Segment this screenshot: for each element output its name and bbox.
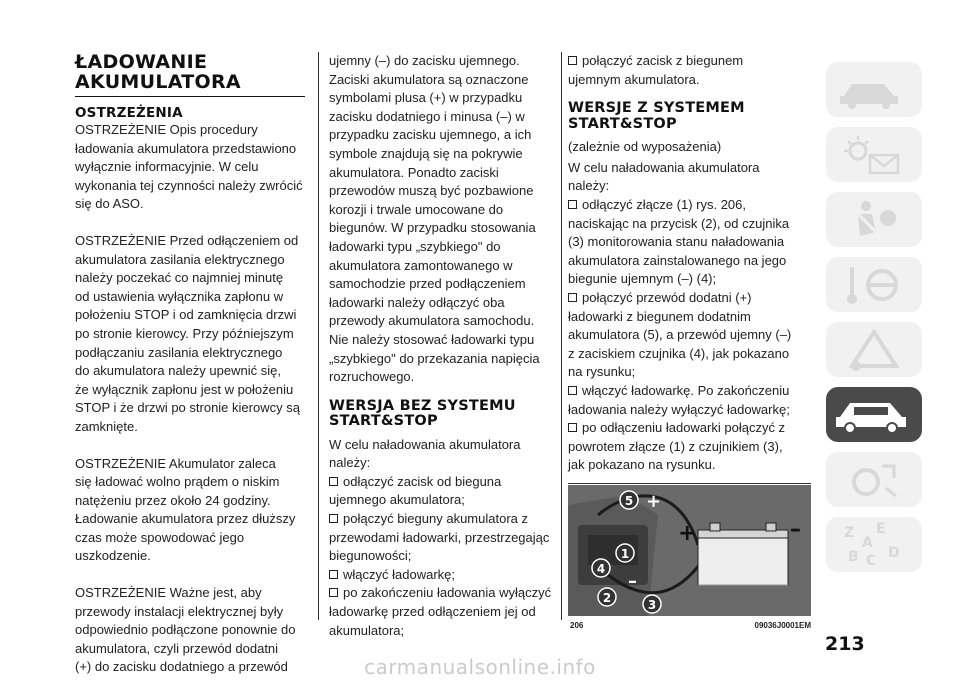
bullet-text: ładowarki z biegunem dodatnim	[568, 308, 751, 324]
column-2	[329, 52, 559, 640]
bullet-text: odłączyć zacisk od bieguna	[343, 473, 502, 489]
bullet-box-icon	[568, 386, 577, 395]
bullet-line	[329, 547, 559, 566]
column-1	[75, 52, 305, 677]
text-line: położeniu STOP i od zamknięcia drzwi	[75, 307, 297, 323]
bullet-line	[568, 215, 813, 234]
bullet-item	[568, 196, 813, 289]
text-line: ładowarki typu „szybkiego" do	[329, 238, 501, 254]
column-divider-2	[561, 52, 562, 620]
bullet-text: akumulatora;	[329, 622, 405, 638]
bullet-text: z zaciskiem czujnika (4), jak pokazano	[568, 345, 790, 361]
bullet-line	[329, 491, 559, 510]
svg-text:C: C	[866, 553, 877, 569]
svg-text:D: D	[888, 545, 900, 561]
warnings-heading: OSTRZEŻENIA	[75, 105, 183, 121]
bullet-line	[329, 584, 559, 603]
bullet-text: po zakończeniu ładowania wyłączyć	[343, 585, 552, 601]
bullet-box-icon	[568, 293, 577, 302]
column-3	[568, 52, 813, 630]
text-line: Zaciski akumulatora są oznaczone	[329, 71, 529, 87]
title-line-2: AKUMULATORA	[75, 71, 241, 93]
bullet-text: (3) monitorowania stanu naładowania	[568, 234, 785, 250]
bullet-line	[329, 622, 559, 641]
section-heading-no-startstop	[329, 399, 559, 430]
text-line: wykonania tej czynności należy zwrócić	[75, 177, 303, 193]
bullet-text: połączyć bieguny akumulatora z	[343, 511, 528, 527]
bullet-item	[568, 382, 813, 419]
text-line: „szybkiego" do przekazania napięcia	[329, 350, 540, 366]
tab-emergency[interactable]	[826, 322, 922, 377]
bullet-text: powrotem złącze (1) z czujnikiem (3),	[568, 438, 783, 454]
bullet-text: ujemnego akumulatora;	[329, 492, 465, 508]
svg-text:5: 5	[624, 493, 634, 508]
text-line: symbole znajdują się na pokrywie	[329, 145, 523, 161]
text-line: po stronie kierowcy. Przy późniejszym	[75, 325, 294, 341]
bullet-text: biegunie ujemnym (–) (4);	[568, 271, 717, 287]
column-divider-1	[318, 52, 319, 620]
car-service-icon	[826, 387, 922, 442]
text-line: wyłącznie informacyjnie. W celu	[75, 159, 259, 175]
bullet-text: akumulatora zainstalowanego na jego	[568, 252, 787, 268]
text-line: Nie należy stosować ładowarki typu	[329, 331, 535, 347]
bullet-line	[568, 252, 813, 271]
bullet-text: włączyć ładowarkę;	[343, 566, 455, 582]
warning-3	[75, 455, 305, 567]
minus-sign-label: –	[628, 570, 637, 592]
text-line: podłączaniu zasilania elektrycznego	[75, 344, 283, 360]
text-line: przewodów muszą być pozbawione	[329, 183, 534, 199]
bullet-line: ujemnym akumulatora.	[568, 71, 700, 87]
bullet-line	[568, 382, 813, 401]
bullet-box-icon	[568, 200, 577, 209]
bullet-line	[568, 270, 813, 289]
callout-1	[616, 544, 634, 562]
text-line: zamknięte.	[75, 418, 138, 434]
index-icon	[826, 517, 922, 572]
bullet-line	[568, 196, 813, 215]
bullet-text: włączyć ładowarkę. Po zakończeniu	[582, 382, 790, 398]
svg-text:E: E	[876, 521, 886, 537]
seatbelt-airbag-icon	[826, 192, 922, 247]
text-line: W celu naładowania akumulatora	[568, 159, 760, 175]
bullet-line	[568, 289, 813, 308]
bullet-box-icon	[329, 588, 338, 597]
bullet-line	[568, 438, 813, 457]
bullet-text: jak pokazano na rysunku.	[568, 457, 716, 473]
text-line: się do ASO.	[75, 196, 144, 212]
intro-text	[329, 436, 559, 473]
text-line: ładowania akumulatora przedstawiono	[75, 140, 297, 156]
text-line: OSTRZEŻENIE Opis procedury	[75, 122, 258, 137]
figure-code: 09036J0001EM	[754, 620, 811, 630]
title-line-1: ŁADOWANIE	[75, 51, 208, 73]
bullet-line	[568, 456, 813, 475]
text-line: STOP i że drzwi po stronie kierowcy są	[75, 400, 300, 416]
tab-maintenance[interactable]	[826, 387, 922, 442]
bullet-line	[568, 401, 813, 420]
callout-4	[592, 559, 610, 577]
figure-206	[568, 483, 811, 630]
svg-text:4: 4	[596, 561, 606, 576]
text-line: akumulatora. Ponadto zaciski	[329, 164, 499, 180]
bullet-line	[329, 529, 559, 548]
text-line: OSTRZEŻENIE Przed odłączeniem od	[75, 232, 299, 248]
bullet-text: ładowarkę przed odłączeniem jej od	[329, 604, 536, 620]
text-line: akumulatora, czyli przewód dodatni	[75, 640, 279, 656]
bullet-item	[329, 566, 559, 585]
text-line: ładowarki należy odłączyć oba	[329, 294, 505, 310]
svg-text:B: B	[848, 549, 859, 565]
bullet-box-icon	[329, 514, 338, 523]
text-line: należy poczekać co najmniej minutę	[75, 270, 284, 286]
bullet-box-icon	[568, 423, 577, 432]
text-line: się ładować wolno prądem o niskim	[75, 474, 280, 490]
text-line: czas może spowodować jego	[75, 529, 245, 545]
text-line: rozruchowego.	[329, 369, 415, 385]
bullet-line	[329, 603, 559, 622]
text-line: uszkodzenie.	[75, 548, 151, 564]
heading-line-1: WERSJA BEZ SYSTEMU	[329, 397, 516, 414]
text-line: przewody akumulatora samochodu.	[329, 313, 535, 329]
bullet-line	[568, 345, 813, 364]
bullet-line	[568, 363, 813, 382]
text-line: ujemny (–) do zacisku ujemnego.	[329, 53, 520, 68]
text-line: akumulatora zasilania elektrycznego	[75, 251, 285, 267]
bullet-line	[568, 308, 813, 327]
text-line: korozji i trwale umocowane do	[329, 201, 504, 217]
intro-text	[568, 159, 813, 196]
text-line: że wyłącznik zapłonu jest w położeniu	[75, 381, 294, 397]
bullet-continued	[568, 52, 813, 89]
text-line: zacisku dodatniego i minusa (–) w	[329, 108, 525, 124]
heading-line-2: START&STOP	[329, 413, 438, 430]
section-heading-startstop	[568, 101, 813, 132]
plus-sign-label: +	[646, 490, 662, 512]
bullet-box-icon	[568, 56, 577, 65]
tab-dashboard[interactable]	[826, 62, 922, 117]
bullet-item	[329, 473, 559, 510]
text-line: OSTRZEŻENIE Akumulator zaleca	[75, 455, 276, 471]
page-number: 213	[825, 633, 865, 655]
text-line: od ustawienia wyłącznika zapłonu w	[75, 288, 284, 304]
text-line: samochodzie przed podłączeniem	[329, 276, 526, 292]
text-line: symbolami plusa (+) w przypadku	[329, 90, 523, 106]
charger-minus-label: –	[790, 516, 801, 542]
svg-text:2: 2	[602, 590, 612, 605]
text-line: odpowiednio podłączone ponownie do	[75, 622, 296, 638]
bullet-text: połączyć przewód dodatni (+)	[582, 289, 752, 305]
bullet-item	[329, 584, 559, 640]
text-line: OSTRZEŻENIE Ważne jest, aby	[75, 585, 262, 601]
text-line: przypadku zacisku ujemnego, a ich	[329, 127, 532, 143]
bullet-text: naciskając na przycisk (2), od czujnika	[568, 215, 790, 231]
text-line: akumulatora zamontowanego w	[329, 257, 513, 273]
bullet-line	[329, 473, 559, 492]
bullet-item	[568, 419, 813, 475]
warning-triangle-icon	[826, 322, 922, 377]
text-line: natężeniu przez około 24 godziny.	[75, 492, 271, 508]
heading-line-2: START&STOP	[568, 115, 677, 132]
warning-2	[75, 232, 305, 437]
callout-3	[643, 595, 661, 613]
bullet-text: przewodami ładowarki, przestrzegając	[329, 529, 550, 545]
bullet-line	[568, 419, 813, 438]
bullet-text: biegunowości;	[329, 548, 412, 564]
svg-text:A: A	[862, 535, 873, 551]
tab-technical-data[interactable]	[826, 452, 922, 507]
charger-plus-label: +	[678, 520, 697, 546]
bullet-line	[568, 326, 813, 345]
svg-text:1: 1	[620, 546, 630, 561]
callout-5	[620, 491, 638, 509]
figure-number: 206	[570, 620, 584, 630]
key-steering-wheel-icon	[826, 257, 922, 312]
svg-text:3: 3	[647, 597, 657, 612]
svg-text:Z: Z	[844, 525, 855, 541]
bullet-text: ładowania należy wyłączyć ładowarkę;	[568, 401, 790, 417]
chapter-tabs	[826, 62, 922, 582]
warning-1	[75, 121, 305, 214]
tab-index[interactable]	[826, 517, 922, 572]
equipment-note: (zależnie od wyposażenia)	[568, 139, 722, 155]
text-line: biegunów. W przypadku stosowania	[329, 220, 536, 236]
bullet-box-icon	[329, 477, 338, 486]
tab-starting-driving[interactable]	[826, 257, 922, 312]
bullet-text: na rysunku;	[568, 364, 636, 380]
bullet-list	[568, 196, 813, 475]
callout-2	[598, 588, 616, 606]
lights-message-icon	[826, 127, 922, 182]
warning-4-continued	[329, 52, 559, 387]
heading-line-1: WERSJE Z SYSTEMEM	[568, 100, 745, 117]
bullet-box-icon	[329, 570, 338, 579]
watermark: carmanualsonline.info	[364, 655, 596, 679]
battery-illustration-svg	[568, 485, 811, 616]
text-line: przewody instalacji elektrycznej były	[75, 603, 284, 619]
text-line: Ładowanie akumulatora przez dłuższy	[75, 511, 296, 527]
text-line: należy:	[329, 455, 371, 471]
tab-safety[interactable]	[826, 192, 922, 247]
bullet-text: po odłączeniu ładowarki połączyć z	[582, 420, 786, 436]
tab-lights-messages[interactable]	[826, 127, 922, 182]
section-title	[75, 52, 305, 97]
bullet-line	[568, 233, 813, 252]
text-line: należy:	[568, 178, 610, 194]
text-line: do akumulatora należy upewnić się,	[75, 363, 281, 379]
bullet-list	[329, 473, 559, 640]
bullet-line	[329, 566, 559, 585]
bullet-item	[568, 289, 813, 382]
bullet-text: akumulatora (5), a przewód ujemny (–)	[568, 327, 792, 343]
bullet-line	[329, 510, 559, 529]
battery-charging-illustration	[568, 485, 811, 616]
technical-data-icon	[826, 452, 922, 507]
bullet-text: odłączyć złącze (1) rys. 206,	[582, 196, 747, 212]
car-dashboard-icon	[826, 62, 922, 117]
bullet-item	[329, 510, 559, 566]
bullet-line: połączyć zacisk z biegunem	[568, 52, 813, 71]
text-line: (+) do zacisku dodatniego a przewód	[75, 659, 288, 675]
text-line: W celu naładowania akumulatora	[329, 436, 521, 452]
